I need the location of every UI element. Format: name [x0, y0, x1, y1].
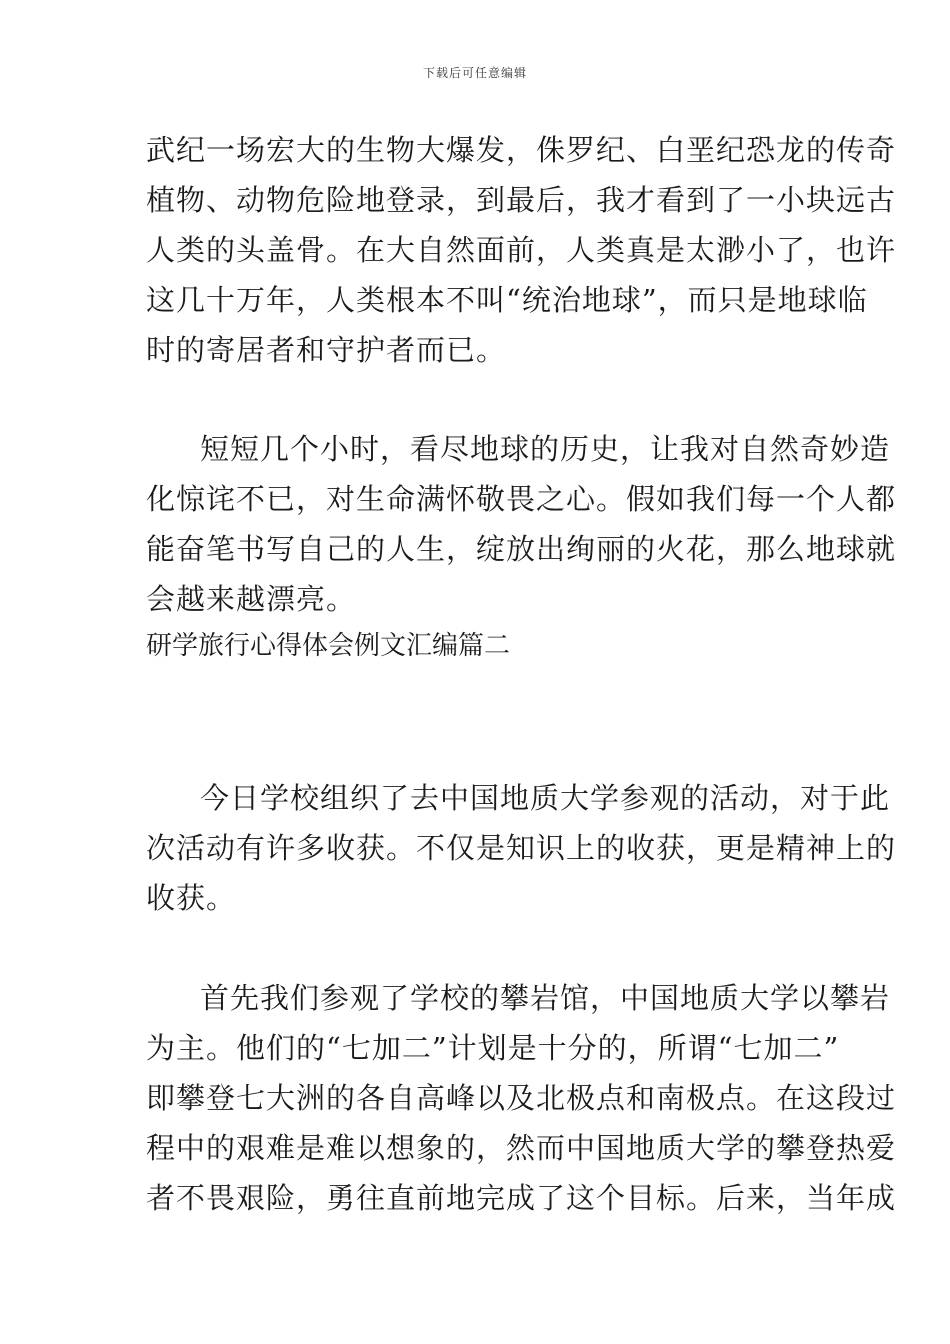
paragraph-4-line-2: 为主。他们的“七加二”计划是十分的，所谓“七加二” [146, 1031, 840, 1065]
paragraph-2-line-4: 会越来越漂亮。 [146, 582, 357, 616]
section-heading: 研学旅行心得体会例文汇编篇二 [146, 631, 511, 661]
paragraph-2-line-1: 短短几个小时，看尽地球的历史，让我对自然奇妙造 [200, 432, 891, 466]
paragraph-4-line-1: 首先我们参观了学校的攀岩馆，中国地质大学以攀岩 [200, 981, 891, 1015]
paragraph-1-line-2: 植物、动物危险地登录，到最后，我才看到了一小块远古 [146, 183, 897, 217]
paragraph-2-line-2: 化惊诧不已，对生命满怀敬畏之心。假如我们每一个人都 [146, 482, 897, 516]
paragraph-4-line-3: 即攀登七大洲的各自高峰以及北极点和南极点。在这段过 [146, 1081, 897, 1115]
paragraph-2-line-3: 能奋笔书写自己的人生，绽放出绚丽的火花，那么地球就 [146, 532, 897, 566]
paragraph-1-line-3: 人类的头盖骨。在大自然面前，人类真是太渺小了，也许 [146, 233, 897, 267]
paragraph-4-line-4: 程中的艰难是难以想象的，然而中国地质大学的攀登热爱 [146, 1131, 897, 1165]
paragraph-1-line-5: 时的寄居者和守护者而已。 [146, 333, 507, 367]
paragraph-1-line-1: 武纪一场宏大的生物大爆发，侏罗纪、白垩纪恐龙的传奇 [146, 133, 897, 167]
page-header: 下载后可任意编辑 [422, 66, 527, 80]
paragraph-3-line-1: 今日学校组织了去中国地质大学参观的活动，对于此 [200, 781, 891, 815]
paragraph-4-line-5: 者不畏艰险，勇往直前地完成了这个目标。后来，当年成 [146, 1181, 897, 1215]
paragraph-3-line-3: 收获。 [146, 881, 237, 915]
paragraph-3-line-2: 次活动有许多收获。不仅是知识上的收获，更是精神上的 [146, 831, 897, 865]
paragraph-1-line-4: 这几十万年，人类根本不叫“统治地球”，而只是地球临 [146, 283, 868, 317]
